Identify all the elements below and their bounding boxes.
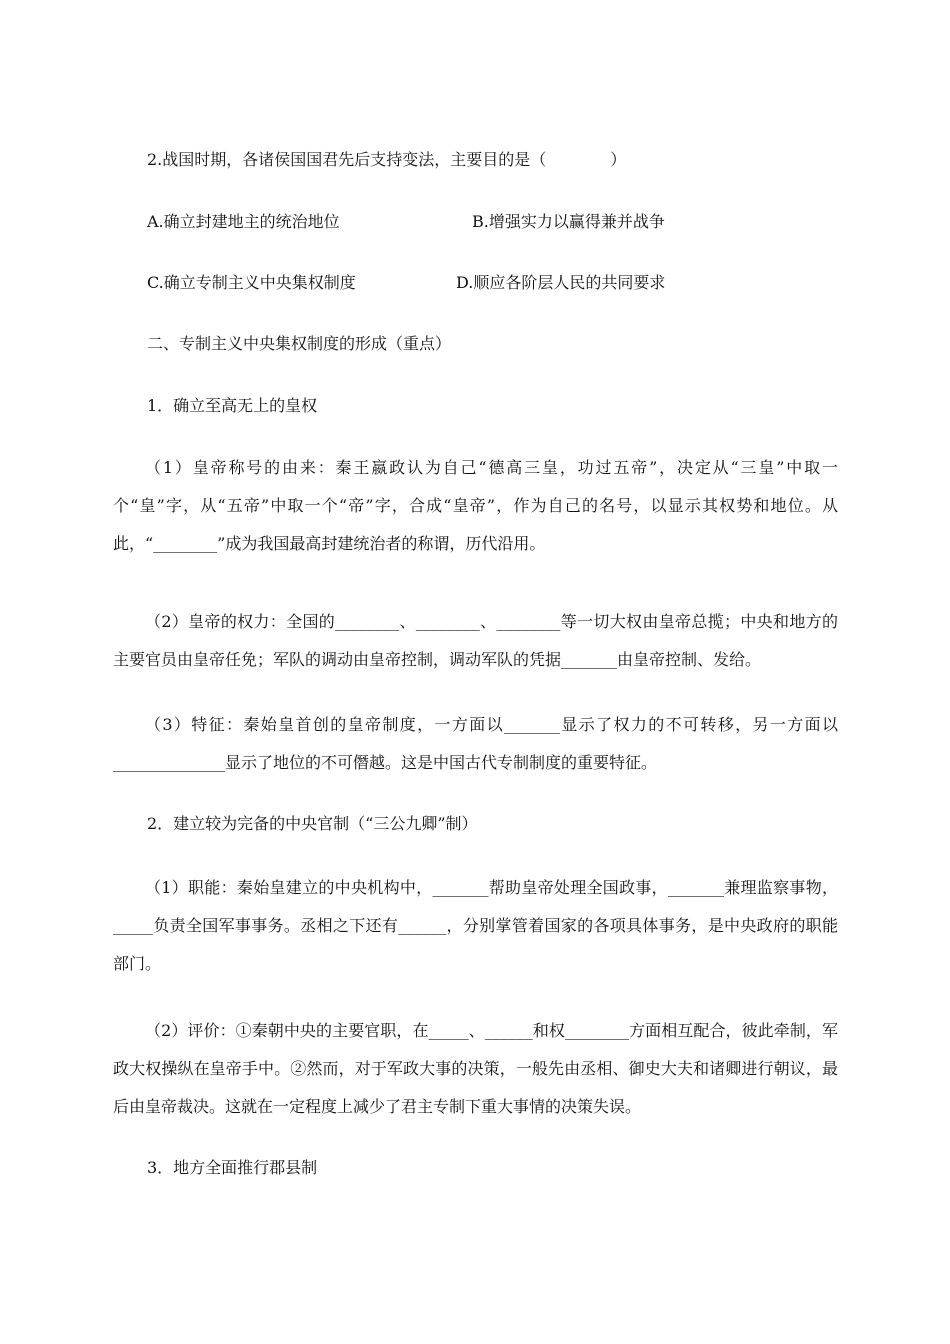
- option-d: D.顺应各阶层人民的共同要求: [456, 273, 666, 292]
- option-c: C.确立专制主义中央集权制度: [147, 273, 356, 292]
- paragraph-emperor-title-origin: （1）皇帝称号的由来：秦王嬴政认为自己“德高三皇，功过五帝”，决定从“三皇”中取一个“皇”字，从“五帝”中取一个“帝”字，合成“皇帝”，作为自己的名号，以显示其权势和地位。从此，“________”成为我国最高封建统治者的称谓，历代沿用。: [113, 458, 838, 553]
- option-a: A.确立封建地主的统治地位: [147, 212, 340, 231]
- section-2-heading: 二、专制主义中央集权制度的形成（重点）: [147, 334, 452, 353]
- paragraph-central-offices-functions: （1）职能：秦始皇建立的中央机构中，_______帮助皇帝处理全国政事，_______兼理监察事物，_____负责全国军事事务。丞相之下还有______，分别掌管着国家的各项具体事务，是中央政府的职能部门。: [113, 878, 838, 973]
- subsection-1-title: 1．确立至高无上的皇权: [147, 396, 318, 415]
- option-b: B.增强实力以赢得兼并战争: [472, 212, 665, 231]
- subsection-2-title: 2．建立较为完备的中央官制（“三公九卿”制）: [147, 814, 478, 833]
- paragraph-emperor-features: （3）特征：秦始皇首创的皇帝制度，一方面以_______显示了权力的不可转移，另一方面以______________显示了地位的不可僭越。这是中国古代专制制度的重要特征。: [113, 715, 838, 772]
- paragraph-emperor-power: （2）皇帝的权力：全国的________、________、________等一切大权由皇帝总揽；中央和地方的主要官员由皇帝任免；军队的调动由皇帝控制，调动军队的凭据_______由皇帝控制、发给。: [113, 612, 838, 669]
- subsection-3-title: 3．地方全面推行郡县制: [147, 1158, 318, 1177]
- paragraph-central-offices-evaluation: （2）评价：①秦朝中央的主要官职，在_____、______和权________方面相互配合，彼此牵制，军政大权操纵在皇帝手中。②然而，对于军政大事的决策，一般先由丞相、御史大夫和诸卿进行朝议，最后由皇帝裁决。这就在一定程度上减少了君主专制下重大事情的决策失误。: [113, 1021, 838, 1116]
- question-2-stem: 2.战国时期，各诸侯国国君先后支持变法，主要目的是（ ）: [147, 150, 627, 169]
